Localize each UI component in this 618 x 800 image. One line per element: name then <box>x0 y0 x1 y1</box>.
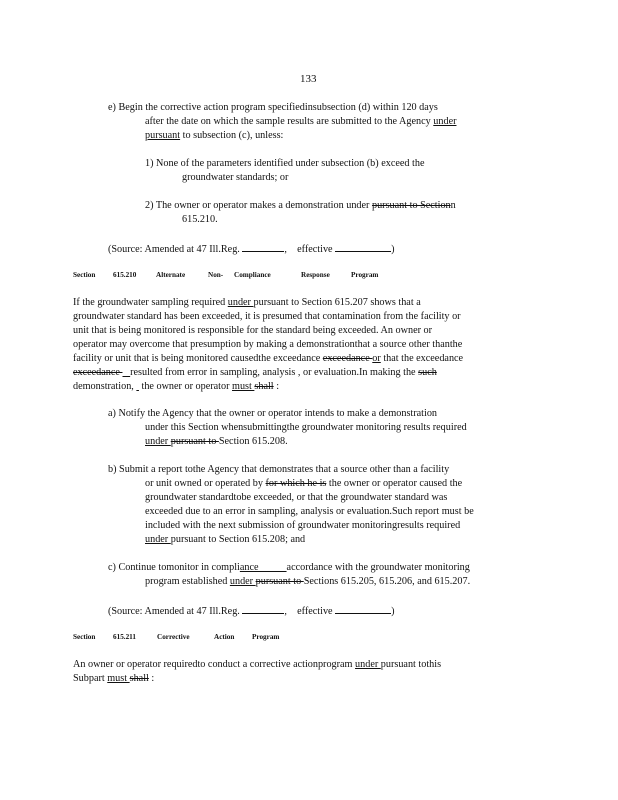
item-e-line-1: e) Begin the corrective action program specifiedinsubsection (d) within 120 days <box>108 102 438 113</box>
s210-item-b-line-4: exceeded due to an error in sampling, analysis or evaluation.Such report must be <box>145 506 474 517</box>
item-e1-line-2: groundwater standards; or <box>182 172 289 183</box>
blank-ill-reg-1 <box>242 241 284 252</box>
item-e1-line-1: 1) None of the parameters identified under subsection (b) exceed the <box>145 158 425 169</box>
s210-item-b-line-2: or unit owned or operated by for which he is the owner or operator caused the <box>145 478 463 489</box>
s210-item-a-line-2: under this Section whensubmittingthe groundwater monitoring results required <box>145 422 467 433</box>
s210-item-b-line-6: under pursuant to Section 615.208; and <box>145 534 306 545</box>
s210-para-line-3: unit that is being monitored is responsible for the standard being exceeded. An owner or <box>73 325 433 336</box>
section-615-211-heading: Section 615.211 Corrective Action Program <box>73 633 280 641</box>
blank-effective-2 <box>335 603 391 614</box>
item-e2-line-1: 2) The owner or operator makes a demonstration under pursuant to Sectionn <box>145 200 456 211</box>
page-number: 133 <box>300 73 317 85</box>
s210-para-line-4: operator may overcome that presumption by making a demonstrationthat a source other thanthe <box>73 339 463 350</box>
section-615-210-heading: Section 615.210 Alternate Non- Compliance Response Program <box>73 271 379 279</box>
blank-effective-1 <box>335 241 391 252</box>
s211-para-line-2: Subpart must shall : <box>73 673 155 684</box>
source-note-1: (Source: Amended at 47 Ill.Reg. , effective ) <box>108 241 395 256</box>
source-note-2: (Source: Amended at 47 Ill.Reg. , effective ) <box>108 603 395 618</box>
s210-item-c-line-2: program established under pursuant to Sections 615.205, 615.206, and 615.207. <box>145 576 471 587</box>
s210-item-a-line-3: under pursuant to Section 615.208. <box>145 436 288 447</box>
s210-item-b-line-5: included with the next submission of groundwater monitoringresults required <box>145 520 461 531</box>
s210-item-b-line-1: b) Submit a report tothe Agency that demonstrates that a source other than a facility <box>108 464 450 475</box>
s210-item-c-line-1: c) Continue tomonitor in compliance accordance with the groundwater monitoring <box>108 562 470 573</box>
item-e-line-3: pursuant to subsection (c), unless: <box>145 130 284 141</box>
item-e2-line-2: 615.210. <box>182 214 218 225</box>
s210-para-line-7: demonstration, the owner or operator must shall : <box>73 381 280 392</box>
s210-para-line-5: facility or unit that is being monitored causedthe exceedance exceedance or that the exceedance <box>73 353 464 364</box>
item-e-line-2: after the date on which the sample results are submitted to the Agency under <box>145 116 457 127</box>
s211-para-line-1: An owner or operator requiredto conduct a corrective actionprogram under pursuant tothis <box>73 659 442 670</box>
s210-para-line-2: groundwater standard has been exceeded, it is presumed that contamination from the facility or <box>73 311 461 322</box>
s210-para-line-1: If the groundwater sampling required under pursuant to Section 615.207 shows that a <box>73 297 421 308</box>
s210-item-b-line-3: groundwater standardtobe exceeded, or that the groundwater standard was <box>145 492 448 503</box>
s210-item-a-line-1: a) Notify the Agency that the owner or operator intends to make a demonstration <box>108 408 438 419</box>
s210-para-line-6: exceedance resulted from error in sampling, analysis , or evaluation.In making the such <box>73 367 437 378</box>
blank-ill-reg-2 <box>242 603 284 614</box>
